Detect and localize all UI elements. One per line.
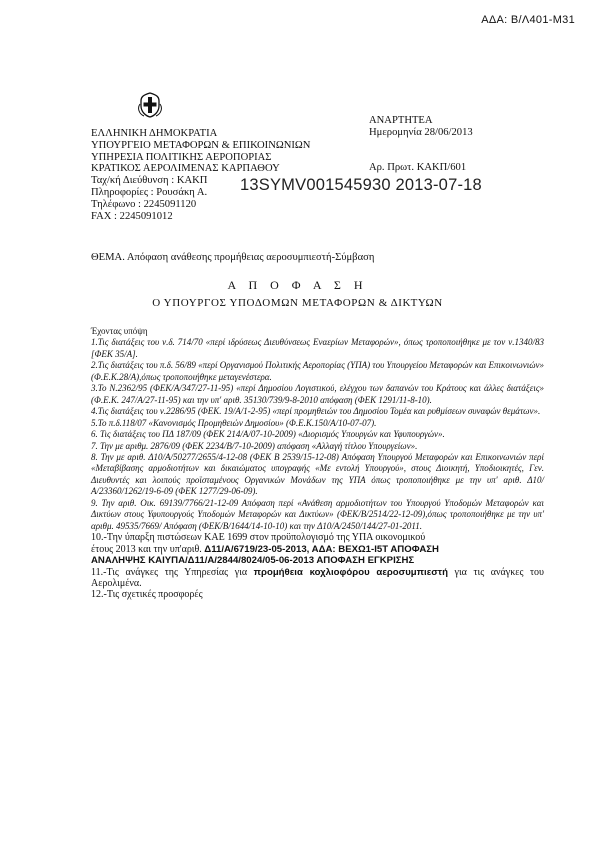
ada-code: ΑΔΑ: Β/Λ401-Μ31	[481, 14, 575, 26]
header-line: ΚΡΑΤΙΚΟΣ ΑΕΡΟΛΙΜΕΝΑΣ ΚΑΡΠΑΘΟΥ	[91, 163, 280, 175]
item10-line3-bold: ΑΝΑΛΗΨΗΣ ΚΑΙΥΠΑ/Δ11/Α/2844/8024/05-06-2013 ΑΠΟΦΑΣΗ ΕΓΚΡΙΣΗΣ	[91, 555, 415, 567]
list-item: 2.Τις διατάξεις του π.δ. 56/89 «περί Οργανισμού Πολιτικής Αεροπορίας (ΥΠΑ) του Υπουργείου Μεταφορών και Επικοινωνιών» (Φ.Ε.Κ.28/Α),όπως τροποποιήθηκε μεταγενέστερα.	[91, 360, 544, 382]
list-item: 8. Την με αριθ. Δ10/Α/50277/2655/4-12-08 (ΦΕΚ Β 2539/15-12-08) Απόφαση Υπουργού Μεταφορών και Επικοινωνιών περί «Μεταβίβασης αρμοδιοτήτων και δικαιώματος υπογραφής «Με εντολή Υπουργού», στους Διοικητή, Υποδιοικητές, Γεν. Διευθυντές και λοιπούς προϊσταμένους Οργανικών Μονάδων της ΥΠΑ όπως τροποποιήθηκε με την υπ' αριθ. Δ10/Α/23360/1262/19-6-09 (ΦΕΚ 1277/29-06-09).	[91, 451, 544, 497]
considerations	[91, 326, 544, 601]
header-line: Ταχ/κή Διεύθυνση : ΚΑΚΠ	[91, 175, 208, 187]
decision-title: Α Π Ο Φ Α Σ Η	[227, 278, 368, 292]
list-item: 3.Το Ν.2362/95 (ΦΕΚ/Α/347/27-11-95) «περί Δημοσίου Λογιστικού, ελέγχου των δαπανών του Κράτους και άλλες διατάξεις» (Φ.Ε.Κ. 247/Α/27-11-95) και την υπ' αριθ. 35130/739/9-8-2010 απόφαση (ΦΕΚ 1291/11-8-10).	[91, 383, 544, 405]
registry-stamp: 13SYMV001545930 2013-07-18	[240, 176, 482, 194]
decision-subtitle: Ο ΥΠΟΥΡΓΟΣ ΥΠΟΔΟΜΩΝ ΜΕΤΑΦΟΡΩΝ & ΔΙΚΤΥΩΝ	[152, 297, 443, 309]
document-date: Ημερομηνία 28/06/2013	[369, 126, 473, 138]
item11-pre: 11.-Τις ανάγκες της Υπηρεσίας για	[91, 566, 254, 578]
header-line: ΥΠΟΥΡΓΕΙΟ ΜΕΤΑΦΟΡΩΝ & ΕΠΙΚΟΙΝΩΝΙΩΝ	[91, 139, 311, 151]
list-item: 9. Την αριθ. Οικ. 69139/7766/21-12-09 Απόφαση περί «Ανάθεση αρμοδιοτήτων του Υπουργού Υποδομών Μεταφορών και Δικτύων στους Υφυπουργούς Υποδομών Μεταφορών και Δικτύων» (ΦΕΚ/Β/2514/22-12-09),όπως τροποποιήθηκε με την υπ' αριθμ. 49535/7669/ Απόφαση (ΦΕΚ/Β/1644/14-10-10) και την Δ10/Α/2450/144/27-01-2011.	[91, 497, 544, 531]
list-item: 5.Το π.δ.118/07 «Κανονισμός Προμηθειών Δημοσίου» (Φ.Ε.Κ.150/Α/10-07-07).	[91, 417, 377, 428]
item10-line2-bold: Δ11/Α/6719/23-05-2013, ΑΔΑ: ΒΕΧΩ1-Ι5Τ ΑΠΟΦΑΣΗ	[204, 543, 439, 555]
subject-line: ΘΕΜΑ. Απόφαση ανάθεσης προμήθειας αεροσυμπιεστή-Σύμβαση	[91, 252, 375, 263]
list-item: 1.Τις διατάξεις του ν.δ. 714/70 «περί ιδρύσεως Διευθύνσεως Εναερίων Μεταφορών», όπως τροποποιήθηκε με τον ν.1340/83 [ΦΕΚ 35/Α].	[91, 337, 544, 359]
header-line: Πληροφορίες : Ρουσάκη Α.	[91, 186, 208, 198]
header-line: ΥΠΗΡΕΣΙΑ ΠΟΛΙΤΙΚΗΣ ΑΕΡΟΠΟΡΙΑΣ	[91, 151, 272, 163]
protocol-number: Αρ. Πρωτ. ΚΑΚΠ/601	[369, 162, 467, 174]
item11-bold: προμήθεια κοχλιοφόρου αεροσυμπιεστή	[253, 566, 448, 578]
list-item-10	[91, 532, 544, 566]
header-line: FAX : 2245091012	[91, 210, 173, 222]
list-item: 4.Τις διατάξεις του ν.2286/95 (ΦΕΚ. 19/Α/1-2-95) «περί προμηθειών του Δημοσίου Τομέα και ρυθμίσεων συναφών θεμάτων».	[91, 406, 541, 417]
greek-emblem-icon	[138, 92, 162, 118]
list-item: 6. Τις διατάξεις του ΠΔ 187/09 (ΦΕΚ 214/Α/07-10-2009) «Διορισμός Υπουργών και Υφυπουργών».	[91, 429, 445, 440]
item10-line2: έτους 2013 και την υπ'αριθ.	[91, 543, 205, 555]
intro-line: Έχοντας υπόψη	[91, 326, 148, 336]
list-item: 7. Την με αριθμ. 2876/09 (ΦΕΚ 2234/Β/7-10-2009) απόφαση «Αλλαγή τίτλου Υπουργείων».	[91, 440, 418, 451]
item10-line1: 10.-Την ύπαρξη πιστώσεων ΚΑΕ 1699 στον προϋπολογισμό της ΥΠΑ οικονομικού	[91, 532, 426, 544]
document-meta	[369, 115, 473, 174]
item11-post: για τις ανάγκες του Αερολιμένα.	[91, 566, 544, 589]
list-item-12: 12.-Τις σχετικές προσφορές	[91, 589, 203, 601]
posted-label: ΑΝΑΡΤΗΤΕΑ	[369, 115, 433, 126]
header-line: Τηλέφωνο : 2245091120	[91, 198, 197, 210]
list-item-11	[91, 567, 544, 590]
header-line: ΕΛΛΗΝΙΚΗ ΔΗΜΟΚΡΑΤΙΑ	[91, 128, 218, 139]
